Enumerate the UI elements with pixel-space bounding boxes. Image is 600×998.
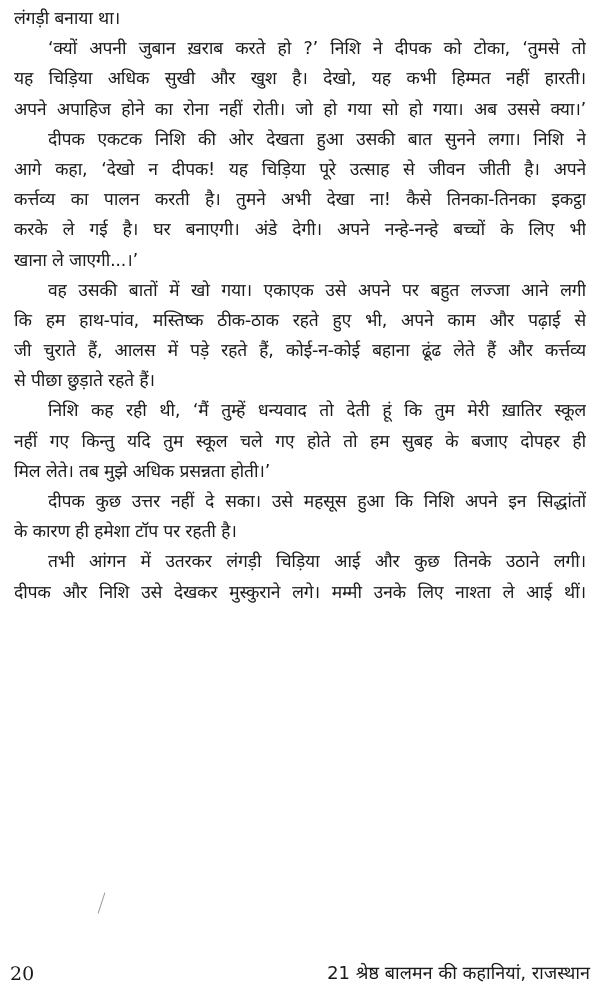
text-line: कि हम हाथ-पांव, मस्तिष्क ठीक-ठाक रहते हुए भी, अपने काम और पढ़ाई से (14, 310, 586, 331)
paragraph-3 (14, 125, 586, 276)
text-line: आगे कहा, ‘देखो न दीपक! यह चिड़िया पूरे उत्साह से जीवन जीती है। अपने (14, 159, 586, 180)
text-line: कर्त्तव्य का पालन करती है। तुमने अभी देखा ना! कैसे तिनका-तिनका इकट्ठा (14, 190, 586, 211)
text-line: जी चुराते हैं, आलस में पड़े रहते हैं, कोई-न-कोई बहाना ढूंढ लेते हैं और कर्त्तव्य (14, 341, 586, 362)
text-line: दीपक और निशि उसे देखकर मुस्कुराने लगे। मम्मी उनके लिए नाश्ता ले आई थीं। (14, 582, 586, 603)
stray-pen-mark (98, 892, 106, 913)
book-title-footer: 21 श्रेष्ठ बालमन की कहानियां, राजस्थान (327, 963, 590, 984)
text-line: खाना ले जाएगी...।’ (14, 250, 138, 271)
paragraph-4 (14, 276, 586, 397)
text-line: के कारण ही हमेशा टॉप पर रहती है। (14, 522, 237, 543)
text-line: दीपक कुछ उत्तर नहीं दे सका। उसे महसूस हुआ कि निशि अपने इन सिद्धांतों (48, 492, 586, 512)
story-text (14, 4, 586, 608)
paragraph-5 (14, 396, 586, 487)
paragraph-7 (14, 547, 586, 607)
text-line: से पीछा छुड़ाते रहते हैं। (14, 371, 155, 392)
text-line: ‘क्यों अपनी जुबान ख़राब करते हो ?’ निशि ने दीपक को टोका, ‘तुमसे तो (48, 39, 586, 60)
text-line: निशि कह रही थी, ‘मैं तुम्हें धन्यवाद तो देती हूं कि तुम मेरी ख़ातिर स्कूल (48, 401, 586, 422)
text-line: यह चिड़िया अधिक सुखी और खुश है। देखो, यह कभी हिम्मत नहीं हारती। (14, 69, 586, 90)
paragraph-6 (14, 487, 586, 547)
text-line: तभी आंगन में उतरकर लंगड़ी चिड़िया आई और कुछ तिनके उठाने लगी। (48, 552, 586, 573)
page-number: 20 (10, 963, 35, 985)
paragraph-2 (14, 34, 586, 125)
paragraph-1 (14, 4, 586, 34)
text-line: मिल लेते। तब मुझे अधिक प्रसन्नता होती।’ (14, 461, 271, 482)
text-line: लंगड़ी बनाया था। (14, 9, 121, 29)
text-line: दीपक एकटक निशि की ओर देखता हुआ उसकी बात सुनने लगा। निशि ने (48, 129, 586, 150)
text-line: नहीं गए किन्तु यदि तुम स्कूल चले गए होते तो हम सुबह के बजाए दोपहर ही (14, 431, 586, 452)
text-line: अपने अपाहिज होने का रोना नहीं रोती। जो हो गया सो हो गया। अब उससे क्या।’ (14, 99, 586, 120)
text-line: वह उसकी बातों में खो गया। एकाएक उसे अपने पर बहुत लज्जा आने लगी (48, 280, 586, 301)
text-line: करके ले गई है। घर बनाएगी। अंडे देगी। अपने नन्हे-नन्हे बच्चों के लिए भी (14, 220, 586, 241)
